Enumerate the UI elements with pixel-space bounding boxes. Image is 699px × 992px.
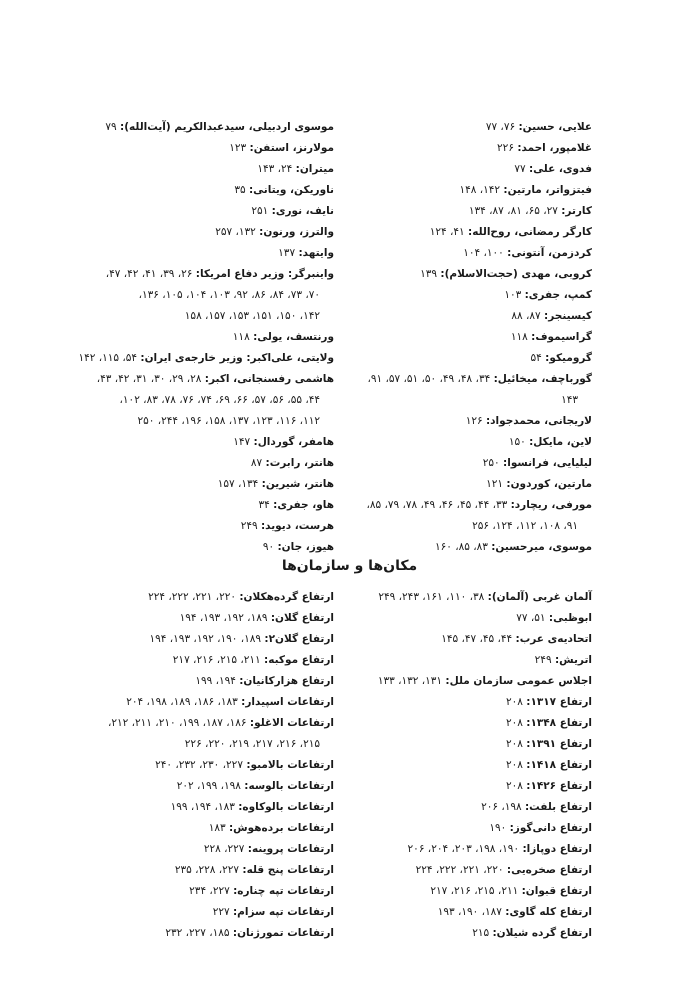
entry-heading: ارتفاع دانی‌گوز:: [509, 822, 592, 834]
index-entry: [94, 432, 334, 453]
index-entry: [352, 327, 592, 348]
entry-line: [171, 801, 334, 813]
entry-pages: ۲۰۸: [505, 780, 523, 792]
entry-pages: ۵۴: [530, 352, 542, 364]
entry-pages: ۲۵۱: [251, 205, 269, 217]
entry-pages: ۲۰۸: [505, 759, 523, 771]
entry-line: [263, 541, 334, 553]
entry-pages: ۳۴، ۴۸، ۴۹، ۵۰، ۵۱، ۵۷، ۹۱،: [367, 373, 491, 385]
entry-line: [378, 591, 592, 603]
index-entry: [352, 159, 592, 180]
entry-line: [259, 499, 335, 511]
entry-line: [483, 457, 592, 469]
entry-line: [150, 633, 334, 645]
entry-pages: ۱۱۸: [232, 331, 250, 343]
entry-heading: غلامپور، احمد:: [517, 142, 592, 154]
entry-heading: ارتفاعات بالوکاوه:: [238, 801, 334, 813]
entry-heading: کمپ، جفری:: [524, 289, 592, 301]
entry-pages: ۱۸۷، ۱۹۰، ۱۹۳: [437, 906, 502, 918]
entry-line: [438, 906, 592, 918]
entry-heading: لاریجانی، محمدجواد:: [485, 415, 592, 427]
entry-pages: ۱۳۷: [278, 247, 296, 259]
entry-line: [229, 142, 334, 154]
entry-pages: ۱۳۹: [420, 268, 438, 280]
index-entry: [352, 818, 592, 839]
entry-pages: ۱۱۸: [510, 331, 528, 343]
entry-pages: ۲۷، ۶۵، ۸۱، ۸۷، ۱۳۴: [468, 205, 558, 217]
entry-heading: هرست، دیوید:: [260, 520, 334, 532]
entry-pages: ۲۱۵: [472, 927, 490, 939]
entry-heading: ارتفاع ۱۳۹۱:: [526, 738, 592, 750]
entry-pages: ۷۶، ۷۷: [485, 121, 516, 133]
entry-line: [97, 373, 334, 385]
entry-line: [408, 843, 592, 855]
index-entry: [352, 671, 592, 692]
entry-line: [459, 184, 592, 196]
entry-line: [233, 436, 334, 448]
entry-line: [511, 331, 592, 343]
entry-pages: ۱۳۱، ۱۳۲، ۱۳۳: [377, 675, 443, 687]
entry-heading: میتران:: [295, 163, 334, 175]
index-entry: [78, 348, 334, 369]
entry-heading: ارتفاعات برده‌هوش:: [228, 822, 334, 834]
entry-pages: ۲۲۷، ۲۳۰، ۲۳۲، ۲۴۰: [155, 759, 243, 771]
entry-line: [209, 822, 334, 834]
index-entry: [352, 881, 592, 902]
index-entry: [352, 860, 592, 881]
entry-heading: لیلیایی، فرانسوا:: [503, 457, 592, 469]
entry-line: [486, 121, 592, 133]
people-column-left: [78, 117, 334, 558]
entry-pages: ۷۷: [514, 163, 526, 175]
entry-line: [251, 205, 334, 217]
index-entry: [94, 453, 334, 474]
entry-line: [233, 331, 334, 343]
index-entry: [94, 243, 334, 264]
entry-line: [173, 654, 334, 666]
entry-line: [420, 268, 592, 280]
entry-line: [514, 163, 592, 175]
entry-pages: ۲۲۷، ۲۲۸، ۲۳۵: [174, 864, 240, 876]
index-entry: [352, 713, 592, 734]
entry-pages: ۱۲۳: [229, 142, 247, 154]
entry-pages: ۱۹۰: [489, 822, 507, 834]
entry-pages: ۱۸۹، ۱۹۲، ۱۹۳، ۱۹۴: [179, 612, 268, 624]
entry-heading: ورنتسف، یولی:: [253, 331, 334, 343]
index-entry: [94, 117, 334, 138]
index-entry: [352, 117, 592, 138]
entry-heading: واینبرگر: وزیر دفاع امریکا:: [195, 268, 334, 280]
entry-line: [430, 226, 592, 238]
entry-line: [155, 759, 334, 771]
entry-heading: مولارنز، استفن:: [249, 142, 334, 154]
entry-pages: ۱۵۰: [508, 436, 526, 448]
entry-line: [180, 612, 334, 624]
entry-heading: هانتر، رابرت:: [265, 457, 334, 469]
entry-pages: ۱۳۴، ۱۵۷: [217, 478, 259, 490]
entry-line: [504, 289, 592, 301]
entry-heading: لاین، مایکل:: [529, 436, 592, 448]
entry-heading: ارتفاعات بالامبو:: [246, 759, 334, 771]
index-entry: [94, 369, 334, 432]
entry-line: [466, 415, 592, 427]
index-entry: [352, 608, 592, 629]
entry-pages: ۵۱، ۷۷: [516, 612, 546, 624]
entry-heading: هاشمی رفسنجانی، اکبر:: [204, 373, 334, 385]
entry-pages: ۲۵۰: [482, 457, 500, 469]
entry-line: [416, 864, 592, 876]
entry-line: [195, 675, 334, 687]
entry-heading: ارتفاعات تپه سزام:: [232, 906, 334, 918]
entry-pages: ۷۹: [105, 121, 117, 133]
entry-pages: ۲۴، ۱۴۳: [257, 163, 293, 175]
entry-line: [378, 675, 592, 687]
entry-heading: ارتفاع صخره‌یی:: [506, 864, 592, 876]
entry-pages: ۹۰: [262, 541, 275, 553]
entry-line: [506, 717, 592, 729]
index-entry: [94, 537, 334, 558]
entry-pages: ۲۴۹: [240, 520, 258, 532]
index-entry: [352, 755, 592, 776]
entry-heading: اتریش:: [554, 654, 592, 666]
index-entry: [94, 881, 334, 902]
entry-line: [251, 457, 334, 469]
entry-heading: ناوریکن، ویتانی:: [248, 184, 334, 196]
index-entry: [94, 902, 334, 923]
entry-line: [516, 612, 592, 624]
entry-heading: نایف، نوری:: [271, 205, 334, 217]
entry-line: [148, 591, 334, 603]
entry-heading: هامفر، گوردال:: [253, 436, 334, 448]
entry-heading: ارتفاعات اسپیدار:: [241, 696, 334, 708]
entry-heading: ارتفاع ۱۴۱۸:: [526, 759, 592, 771]
entry-pages: ۲۶، ۳۹، ۴۱، ۴۲، ۴۷،: [105, 268, 193, 280]
entry-line: [108, 717, 334, 729]
index-entry: [352, 474, 592, 495]
index-entry: [94, 474, 334, 495]
index-entry: [94, 327, 334, 348]
entry-heading: کیسینجر:: [544, 310, 592, 322]
entry-pages: ۲۰۸: [505, 696, 523, 708]
entry-pages: ۲۱۱، ۲۱۵، ۲۱۶، ۲۱۷: [172, 654, 261, 666]
entry-line: [215, 226, 334, 238]
index-entry: [352, 923, 592, 944]
index-entry: [94, 138, 334, 159]
entry-continuation: ۲۱۵، ۲۱۶، ۲۱۷، ۲۱۹، ۲۲۰، ۲۲۶: [184, 738, 320, 750]
entry-heading: ولایتی، علی‌اکبر: وزیر خارجه‌ی ایران:: [140, 352, 334, 364]
index-entry: [94, 516, 334, 537]
entry-line: [105, 121, 334, 133]
entry-heading: موسوی اردبیلی، سیدعبدالکریم (آیت‌الله):: [120, 121, 334, 133]
index-entry: [94, 201, 334, 222]
entry-line: [165, 927, 334, 939]
entry-pages: ۱۹۸، ۱۹۹، ۲۰۲: [176, 780, 241, 792]
index-entry: [352, 734, 592, 755]
entry-pages: ۱۹۸، ۲۰۶: [481, 801, 522, 813]
entry-line: [531, 352, 592, 364]
entry-line: [213, 906, 334, 918]
entry-pages: ۴۴، ۴۵، ۴۷، ۱۴۵: [441, 633, 513, 645]
entry-pages: ۱۳۲، ۲۵۷: [215, 226, 256, 238]
section-title: مکان‌ها و سازمان‌ها: [281, 558, 418, 574]
entry-pages: ۸۷، ۸۸: [511, 310, 541, 322]
entry-heading: ارتفاع قبوان:: [521, 885, 592, 897]
index-entry: [352, 180, 592, 201]
entry-heading: ارتفاع ۱۴۲۶:: [526, 780, 592, 792]
entry-pages: ۱۸۵، ۲۲۷، ۲۳۲: [165, 927, 230, 939]
entry-heading: والترز، ورنون:: [259, 226, 334, 238]
index-entry: [352, 285, 592, 306]
entry-line: [189, 885, 334, 897]
entry-pages: ۴۱، ۱۲۴: [429, 226, 465, 238]
entry-pages: ۳۳، ۴۴، ۴۵، ۴۶، ۴۹، ۷۸، ۷۹، ۸۵،: [366, 499, 508, 511]
entry-line: [435, 541, 592, 553]
index-entry: [94, 222, 334, 243]
entry-line: [511, 310, 592, 322]
entry-line: [506, 780, 592, 792]
index-entry: [94, 264, 334, 327]
entry-heading: فیتزواتر، مارتین:: [503, 184, 592, 196]
index-entry: [94, 713, 334, 755]
entry-pages: ۲۲۷: [212, 906, 230, 918]
entry-pages: ۱۸۳، ۱۹۴، ۱۹۹: [170, 801, 235, 813]
entry-pages: ۱۸۳، ۱۸۶، ۱۸۹، ۱۹۸، ۲۰۴: [126, 696, 238, 708]
index-entry: [352, 243, 592, 264]
entry-heading: ارتفاعات پنج قله:: [242, 864, 334, 876]
index-entry: [94, 495, 334, 516]
entry-pages: ۱۸۳: [208, 822, 226, 834]
entry-heading: هاو، جفری:: [273, 499, 334, 511]
index-entry: [94, 797, 334, 818]
entry-line: [506, 759, 592, 771]
entry-continuation: ۴۴، ۵۵، ۵۶، ۵۷، ۶۶، ۶۹، ۷۴، ۷۶، ۷۸، ۸۳، ۱۰۲،: [119, 394, 320, 406]
entry-heading: ارتفاع گلان:: [270, 612, 334, 624]
entry-pages: ۲۲۶: [497, 142, 514, 154]
entry-line: [469, 205, 592, 217]
index-entry: [94, 180, 334, 201]
index-entry: [352, 629, 592, 650]
entry-heading: کردزمن، آنتونی:: [507, 247, 592, 259]
entry-pages: ۲۰۸: [505, 717, 523, 729]
entry-line: [175, 864, 334, 876]
entry-pages: ۲۸، ۲۹، ۳۰، ۳۱، ۴۲، ۴۳،: [96, 373, 202, 385]
entry-continuation: ۱۴۳: [561, 394, 578, 406]
places-column-right: [352, 587, 592, 944]
people-column-right: [352, 117, 592, 558]
places-column-left: [94, 587, 334, 944]
entry-heading: کارتر:: [561, 205, 592, 217]
entry-heading: کارگر رمضانی، روح‌الله:: [468, 226, 592, 238]
entry-heading: مارتین، کوردون:: [506, 478, 592, 490]
entry-line: [241, 520, 334, 532]
index-entry: [94, 923, 334, 944]
index-entry: [352, 201, 592, 222]
entry-heading: ارتفاعات تپه چناره:: [233, 885, 334, 897]
entry-heading: ارتفاعات الاغلو:: [249, 717, 334, 729]
entry-line: [506, 738, 592, 750]
entry-line: [177, 780, 334, 792]
entry-line: [472, 927, 592, 939]
entry-pages: ۵۴، ۱۱۵، ۱۴۲: [78, 352, 138, 364]
entry-line: [497, 142, 592, 154]
entry-heading: ارتفاع ۱۳۱۷:: [526, 696, 592, 708]
entry-heading: مورفی، ریچارد:: [510, 499, 592, 511]
index-entry: [94, 755, 334, 776]
entry-pages: ۱۲۶: [465, 415, 483, 427]
entry-pages: ۲۲۰، ۲۲۱، ۲۲۲، ۲۲۴: [415, 864, 504, 876]
entry-heading: وایتهد:: [298, 247, 334, 259]
index-entry: [94, 818, 334, 839]
entry-pages: ۲۲۰، ۲۲۱، ۲۲۲، ۲۲۴: [148, 591, 236, 603]
index-entry: [352, 264, 592, 285]
entry-line: [441, 633, 592, 645]
index-entry: [94, 692, 334, 713]
entry-pages: ۳۸، ۱۱۰، ۱۶۱، ۲۴۳، ۲۴۹: [378, 591, 485, 603]
index-entry: [94, 629, 334, 650]
entry-line: [234, 184, 334, 196]
entry-line: [366, 499, 592, 511]
entry-heading: ارتفاع هزارکانیان:: [239, 675, 334, 687]
index-entry: [94, 159, 334, 180]
entry-line: [486, 478, 592, 490]
entry-continuation: ۱۱۲، ۱۱۶، ۱۲۳، ۱۳۷، ۱۵۸، ۱۹۶، ۲۴۴، ۲۵۰: [137, 415, 320, 427]
entry-heading: ارتفاع کله گاوی:: [505, 906, 592, 918]
entry-heading: ارتفاع ۱۳۴۸:: [526, 717, 592, 729]
entry-heading: ارتفاعات تمورژنان:: [232, 927, 334, 939]
entry-heading: ارتفاع گرده‌هکلان:: [239, 591, 334, 603]
entry-heading: ارتفاع بلفت:: [524, 801, 592, 813]
entry-pages: ۲۰۸: [505, 738, 523, 750]
entry-line: [489, 822, 592, 834]
index-entry: [352, 495, 592, 537]
entry-heading: ابوظبی:: [548, 612, 592, 624]
index-entry: [352, 692, 592, 713]
entry-line: [430, 885, 592, 897]
entry-line: [204, 843, 334, 855]
entry-pages: ۲۴۹: [534, 654, 552, 666]
entry-heading: ارتفاع موکبه:: [264, 654, 334, 666]
entry-heading: ارتفاع دوپازا:: [522, 843, 592, 855]
entry-pages: ۱۰۳: [504, 289, 522, 301]
entry-continuation: ۹۱، ۱۰۸، ۱۱۲، ۱۲۴، ۲۵۶: [472, 520, 578, 532]
entry-heading: آلمان غربی (آلمان):: [487, 591, 592, 603]
entry-pages: ۸۷: [250, 457, 263, 469]
index-entry: [94, 587, 334, 608]
entry-pages: ۱۸۶، ۱۸۷، ۱۹۹، ۲۱۰، ۲۱۱، ۲۱۲،: [107, 717, 247, 729]
entry-pages: ۱۸۹، ۱۹۰، ۱۹۲، ۱۹۳، ۱۹۴: [149, 633, 262, 645]
entry-line: [257, 163, 334, 175]
entry-pages: ۱۰۰، ۱۰۴: [463, 247, 504, 259]
index-entry: [352, 432, 592, 453]
entry-pages: ۱۴۲، ۱۴۸: [459, 184, 501, 196]
index-entry: [352, 222, 592, 243]
entry-pages: ۳۵: [234, 184, 246, 196]
index-entry: [352, 776, 592, 797]
index-entry: [352, 587, 592, 608]
index-entry: [94, 776, 334, 797]
entry-continuation: ۱۴۲، ۱۵۰، ۱۵۱، ۱۵۳، ۱۵۷، ۱۵۸: [184, 310, 320, 322]
index-entry: [94, 839, 334, 860]
entry-line: [106, 268, 334, 280]
entry-heading: هیوز، جان:: [277, 541, 334, 553]
index-entry: [352, 348, 592, 369]
index-entry: [94, 860, 334, 881]
entry-pages: ۲۱۱، ۲۱۵، ۲۱۶، ۲۱۷: [430, 885, 519, 897]
entry-heading: گورباچف، میخائیل:: [493, 373, 592, 385]
index-entry: [352, 537, 592, 558]
entry-line: [463, 247, 592, 259]
entry-line: [509, 436, 592, 448]
index-entry: [352, 138, 592, 159]
index-entry: [94, 608, 334, 629]
index-entry: [352, 650, 592, 671]
entry-pages: ۸۳، ۸۵، ۱۶۰: [434, 541, 488, 553]
entry-line: [218, 478, 334, 490]
entry-pages: ۱۲۱: [486, 478, 504, 490]
index-entry: [352, 797, 592, 818]
entry-pages: ۱۹۴، ۱۹۹: [195, 675, 236, 687]
entry-pages: ۲۲۷، ۲۲۸: [203, 843, 245, 855]
entry-pages: ۳۴: [258, 499, 270, 511]
entry-heading: علایی، حسین:: [518, 121, 592, 133]
index-entry: [94, 671, 334, 692]
entry-line: [506, 696, 592, 708]
entry-pages: ۱۴۷: [233, 436, 251, 448]
index-entry: [352, 411, 592, 432]
entry-line: [126, 696, 334, 708]
entry-line: [535, 654, 592, 666]
entry-heading: گرومیکو:: [545, 352, 592, 364]
index-entry: [352, 839, 592, 860]
entry-heading: کروبی، مهدی (حجت‌الاسلام):: [440, 268, 592, 280]
entry-heading: هانتر، شیرین:: [261, 478, 334, 490]
entry-heading: ارتفاع گلان۲:: [264, 633, 334, 645]
entry-continuation: ۷۰، ۷۳، ۸۴، ۸۶، ۹۲، ۱۰۳، ۱۰۴، ۱۰۵، ۱۳۶،: [138, 289, 320, 301]
index-entry: [352, 306, 592, 327]
entry-line: [367, 373, 592, 385]
entry-line: [481, 801, 592, 813]
entry-heading: ارتفاعات بالوسه:: [244, 780, 334, 792]
index-entry: [94, 650, 334, 671]
entry-heading: اتحادیه‌ی عرب:: [515, 633, 592, 645]
entry-heading: گراسیموف:: [531, 331, 592, 343]
entry-pages: ۱۹۰، ۱۹۸، ۲۰۳، ۲۰۴، ۲۰۶: [407, 843, 520, 855]
entry-heading: ارتفاعات پروینه:: [247, 843, 334, 855]
index-entry: [352, 369, 592, 411]
entry-pages: ۲۲۷، ۲۳۴: [189, 885, 230, 897]
entry-heading: فدوی، علی:: [528, 163, 592, 175]
entry-heading: موسوی، میرحسین:: [491, 541, 592, 553]
entry-heading: اجلاس عمومی سازمان ملل:: [445, 675, 592, 687]
entry-line: [78, 352, 334, 364]
entry-heading: ارتفاع گرده شیلان:: [492, 927, 592, 939]
index-entry: [352, 453, 592, 474]
index-entry: [352, 902, 592, 923]
entry-line: [278, 247, 334, 259]
